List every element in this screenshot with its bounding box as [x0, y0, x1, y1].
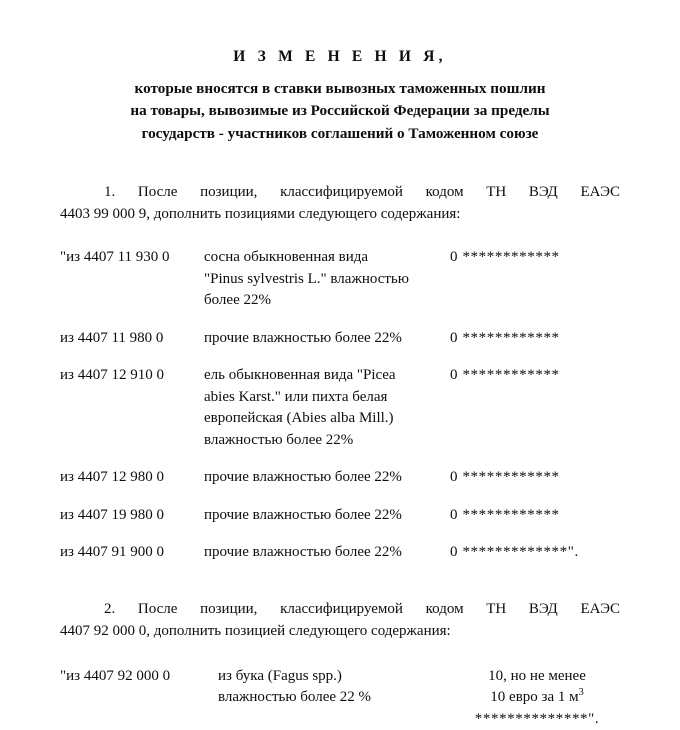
- description-line: влажностью более 22%: [204, 431, 354, 448]
- row-description: [204, 467, 444, 489]
- paragraph-2: [60, 598, 620, 642]
- row-rate: [454, 666, 620, 730]
- description-line: из бука (Fagus spp.): [218, 667, 342, 684]
- paragraph-2-lead: 2. После позиции, классифицируемой кодом ТН ВЭД ЕАЭС: [104, 600, 620, 617]
- table-row: [60, 247, 620, 312]
- description-line: abies Karst." или пихта белая: [204, 388, 388, 405]
- rate-line: 0 ************: [450, 367, 560, 384]
- row-code: из 4407 12 980 0: [60, 469, 164, 486]
- subtitle-line-1: которые вносятся в ставки вывозных таможенных пошлин: [134, 79, 546, 97]
- row-description: [204, 247, 444, 312]
- tariff-table-2: [60, 666, 620, 730]
- tariff-table-1: [60, 247, 620, 564]
- rate-volume-text: 10 евро за 1 м: [490, 689, 579, 706]
- row-rate: [444, 328, 620, 350]
- row-code: из 4407 12 910 0: [60, 367, 164, 384]
- description-line: "Pinus sylvestris L." влажностью: [204, 270, 409, 287]
- row-code: из 4407 19 980 0: [60, 506, 164, 523]
- subtitle-line-3: государств - участников соглашений о Таможенном союзе: [141, 124, 539, 142]
- row-code: "из 4407 92 000 0: [60, 667, 171, 684]
- description-line: прочие влажностью более 22%: [204, 469, 402, 486]
- rate-line-volume: [454, 687, 620, 709]
- paragraph-1-tail: 4403 99 000 9, дополнить позициями следующего содержания:: [60, 206, 461, 223]
- row-description: [204, 542, 444, 564]
- table-row: [60, 365, 620, 451]
- row-rate: [444, 467, 620, 489]
- subtitle-line-2: на товары, вывозимые из Российской Федерации за пределы: [130, 102, 550, 120]
- row-description: [204, 365, 444, 451]
- page-title: И З М Е Н Е Н И Я,: [233, 48, 447, 65]
- table-row: [60, 467, 620, 489]
- rate-line: 0 ************: [450, 249, 560, 266]
- row-code: из 4407 91 900 0: [60, 544, 164, 561]
- description-line: прочие влажностью более 22%: [204, 329, 402, 346]
- rate-line: 0 ************: [450, 506, 560, 523]
- table-row: [60, 542, 620, 564]
- rate-line: 0 ************: [450, 469, 560, 486]
- table-row: [60, 505, 620, 527]
- row-description: [204, 505, 444, 527]
- rate-line: 0 *************".: [450, 544, 579, 561]
- cubic-metre-exponent: 3: [578, 687, 584, 699]
- document-heading: [60, 0, 620, 145]
- description-line: прочие влажностью более 22%: [204, 544, 402, 561]
- row-rate: [444, 505, 620, 527]
- row-rate: [444, 247, 620, 269]
- description-line: прочие влажностью более 22%: [204, 506, 402, 523]
- row-description: [218, 666, 454, 709]
- row-code: из 4407 11 980 0: [60, 329, 164, 346]
- row-code: "из 4407 11 930 0: [60, 249, 170, 266]
- paragraph-2-tail: 4407 92 000 0, дополнить позицией следующего содержания:: [60, 622, 451, 639]
- row-rate: [444, 542, 620, 564]
- row-description: [204, 328, 444, 350]
- rate-line: 0 ************: [450, 329, 560, 346]
- rate-line: 10, но не менее: [488, 667, 586, 684]
- description-line: влажностью более 22 %: [218, 689, 372, 706]
- description-line: ель обыкновенная вида "Picea: [204, 367, 396, 384]
- paragraph-1: [60, 181, 620, 225]
- row-rate: [444, 365, 620, 387]
- document-subtitle: [60, 78, 620, 146]
- paragraph-1-lead: 1. После позиции, классифицируемой кодом ТН ВЭД ЕАЭС: [104, 184, 620, 201]
- table-row: [60, 328, 620, 350]
- rate-line: **************".: [474, 710, 600, 727]
- description-line: более 22%: [204, 292, 271, 309]
- description-line: европейская (Abies alba Mill.): [204, 410, 394, 427]
- table-row: [60, 666, 620, 730]
- description-line: сосна обыкновенная вида: [204, 249, 369, 266]
